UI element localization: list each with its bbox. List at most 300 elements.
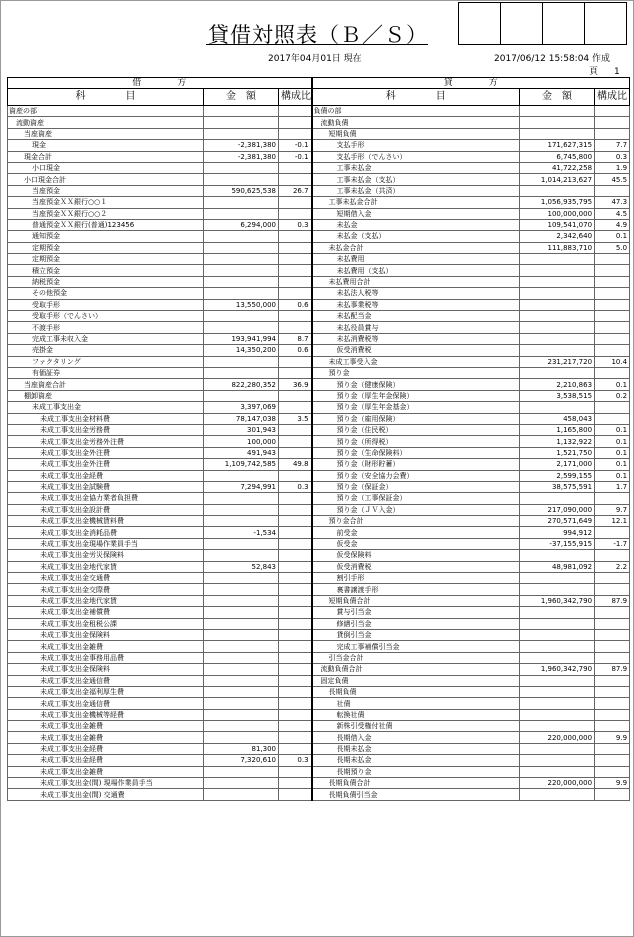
credit-account-cell: 工事未払金（共済）: [312, 185, 520, 196]
credit-account-cell: 引当金合計: [312, 652, 520, 663]
debit-amount-cell: [204, 595, 279, 606]
debit-ratio-cell: [279, 573, 312, 584]
credit-account-cell: 未払消費税等: [312, 333, 520, 344]
credit-amount-cell: 1,014,213,627: [520, 174, 595, 185]
debit-account-cell: 未成工事支出金交通費: [8, 573, 204, 584]
debit-account-cell: 受取手形: [8, 299, 204, 310]
debit-account-cell: 未成工事支出金労務費: [8, 424, 204, 435]
credit-amount-cell: [520, 185, 595, 196]
debit-ratio-cell: [279, 629, 312, 640]
table-row: [8, 151, 630, 162]
balance-sheet-table: [7, 77, 630, 801]
debit-side-header: 借 方: [8, 78, 312, 89]
credit-amount-cell: 109,541,070: [520, 219, 595, 230]
debit-ratio-cell: [279, 550, 312, 561]
table-row: [8, 709, 630, 720]
debit-account-cell: 棚卸資産: [8, 390, 204, 401]
credit-amount-cell: 231,217,720: [520, 356, 595, 367]
debit-account-cell: 未成工事支出金経費: [8, 755, 204, 766]
account-column-header: 科 目: [312, 89, 520, 106]
debit-account-cell: 未成工事支出金福利厚生費: [8, 686, 204, 697]
debit-amount-cell: [204, 686, 279, 697]
table-row: [8, 311, 630, 322]
table-row: [8, 162, 630, 173]
credit-ratio-cell: 9.7: [595, 504, 630, 515]
credit-account-cell: 預り金（所得税）: [312, 436, 520, 447]
credit-ratio-cell: [595, 413, 630, 424]
credit-account-cell: 工事未払金合計: [312, 197, 520, 208]
debit-amount-cell: [204, 311, 279, 322]
debit-ratio-cell: [279, 538, 312, 549]
credit-amount-cell: [520, 573, 595, 584]
credit-amount-cell: [520, 607, 595, 618]
debit-account-cell: 未成工事支出金機械等経費: [8, 709, 204, 720]
table-row: [8, 766, 630, 777]
debit-account-cell: 未成工事支出金雑費: [8, 721, 204, 732]
table-row: [8, 390, 630, 401]
debit-amount-cell: [204, 106, 279, 117]
credit-ratio-cell: 1.7: [595, 481, 630, 492]
debit-ratio-cell: [279, 743, 312, 754]
credit-amount-cell: [520, 254, 595, 265]
debit-amount-cell: [204, 322, 279, 333]
debit-ratio-cell: 0.6: [279, 345, 312, 356]
credit-account-cell: 預り金（財形貯蓄）: [312, 459, 520, 470]
debit-amount-cell: [204, 709, 279, 720]
debit-amount-cell: [204, 778, 279, 789]
credit-ratio-cell: 0.1: [595, 424, 630, 435]
credit-account-cell: 仮受金: [312, 538, 520, 549]
credit-amount-cell: 1,165,800: [520, 424, 595, 435]
debit-ratio-cell: [279, 242, 312, 253]
credit-account-cell: 預り金（ＪＶ入金）: [312, 504, 520, 515]
table-row: [8, 242, 630, 253]
credit-amount-cell: [520, 766, 595, 777]
debit-ratio-cell: 36.9: [279, 379, 312, 390]
credit-ratio-cell: 0.1: [595, 470, 630, 481]
debit-amount-cell: 100,000: [204, 436, 279, 447]
credit-amount-cell: [520, 276, 595, 287]
debit-account-cell: 当座資産: [8, 128, 204, 139]
debit-ratio-cell: [279, 356, 312, 367]
page-title: 貸借対照表（Ｂ／Ｓ）: [208, 23, 428, 47]
credit-account-cell: 貸倒引当金: [312, 629, 520, 640]
table-row: [8, 641, 630, 652]
credit-ratio-cell: [595, 584, 630, 595]
credit-ratio-cell: [595, 709, 630, 720]
credit-amount-cell: [520, 311, 595, 322]
debit-account-cell: 未成工事支出金地代家賃: [8, 561, 204, 572]
credit-account-cell: 預り金（生命保険料）: [312, 447, 520, 458]
debit-ratio-cell: [279, 390, 312, 401]
title-underline: [206, 44, 428, 45]
credit-amount-cell: [520, 299, 595, 310]
table-row: [8, 231, 630, 242]
credit-account-cell: 未成工事受入金: [312, 356, 520, 367]
stamp-box: [584, 2, 627, 45]
debit-amount-cell: [204, 618, 279, 629]
credit-account-cell: 修繕引当金: [312, 618, 520, 629]
credit-account-cell: 未払事業税等: [312, 299, 520, 310]
credit-account-cell: 負債の部: [312, 106, 520, 117]
credit-ratio-cell: 5.0: [595, 242, 630, 253]
debit-amount-cell: [204, 288, 279, 299]
debit-account-cell: 未成工事支出金雑費: [8, 732, 204, 743]
credit-amount-cell: [520, 743, 595, 754]
credit-amount-cell: [520, 641, 595, 652]
credit-side-header: 貸 方: [312, 78, 630, 89]
table-row: [8, 299, 630, 310]
debit-ratio-cell: [279, 595, 312, 606]
credit-account-cell: 固定負債: [312, 675, 520, 686]
debit-ratio-cell: [279, 607, 312, 618]
table-row: [8, 550, 630, 561]
credit-ratio-cell: [595, 106, 630, 117]
basis-date: 2017年04月01日 現在: [268, 54, 362, 64]
credit-ratio-cell: [595, 743, 630, 754]
credit-ratio-cell: [595, 128, 630, 139]
debit-ratio-cell: [279, 493, 312, 504]
debit-ratio-cell: [279, 516, 312, 527]
debit-account-cell: 未成工事支出金通信費: [8, 675, 204, 686]
credit-account-cell: 未払金（支払）: [312, 231, 520, 242]
debit-account-cell: 資産の部: [8, 106, 204, 117]
credit-amount-cell: 220,000,000: [520, 732, 595, 743]
debit-account-cell: 未成工事支出金通信費: [8, 698, 204, 709]
debit-account-cell: 未成工事支出金租税公課: [8, 618, 204, 629]
credit-ratio-cell: [595, 573, 630, 584]
debit-ratio-cell: -0.1: [279, 140, 312, 151]
credit-amount-cell: 217,090,000: [520, 504, 595, 515]
table-row: [8, 686, 630, 697]
table-row: [8, 561, 630, 572]
table-row: [8, 436, 630, 447]
credit-amount-cell: -37,155,915: [520, 538, 595, 549]
debit-amount-cell: 52,843: [204, 561, 279, 572]
credit-ratio-cell: 0.2: [595, 390, 630, 401]
table-row: [8, 721, 630, 732]
debit-ratio-cell: [279, 527, 312, 538]
credit-ratio-cell: [595, 367, 630, 378]
credit-ratio-cell: [595, 185, 630, 196]
debit-amount-cell: [204, 766, 279, 777]
debit-ratio-cell: [279, 174, 312, 185]
credit-ratio-cell: [595, 652, 630, 663]
stamp-box: [542, 2, 585, 45]
table-row: [8, 732, 630, 743]
page-number: 1: [614, 67, 620, 77]
debit-amount-cell: -2,381,380: [204, 151, 279, 162]
debit-amount-cell: [204, 732, 279, 743]
debit-amount-cell: 491,943: [204, 447, 279, 458]
debit-account-cell: 小口現金: [8, 162, 204, 173]
debit-amount-cell: [204, 242, 279, 253]
table-row: [8, 197, 630, 208]
table-row: [8, 573, 630, 584]
debit-account-cell: 未成工事支出金地代家賃: [8, 595, 204, 606]
debit-account-cell: 普通預金ＸＸ銀行(普通)123456: [8, 219, 204, 230]
debit-amount-cell: [204, 493, 279, 504]
credit-amount-cell: 1,132,922: [520, 436, 595, 447]
credit-ratio-cell: [595, 493, 630, 504]
debit-amount-cell: [204, 538, 279, 549]
credit-account-cell: 預り金（健康保険）: [312, 379, 520, 390]
debit-ratio-cell: [279, 208, 312, 219]
debit-ratio-cell: 49.8: [279, 459, 312, 470]
credit-account-cell: 長期未払金: [312, 755, 520, 766]
credit-account-cell: 長期借入金: [312, 732, 520, 743]
debit-account-cell: その他預金: [8, 288, 204, 299]
credit-ratio-cell: [595, 789, 630, 800]
debit-amount-cell: [204, 721, 279, 732]
credit-amount-cell: 1,960,342,790: [520, 664, 595, 675]
debit-amount-cell: [204, 607, 279, 618]
credit-ratio-cell: [595, 276, 630, 287]
debit-amount-cell: [204, 504, 279, 515]
debit-amount-cell: 7,320,610: [204, 755, 279, 766]
credit-account-cell: 完成工事補償引当金: [312, 641, 520, 652]
debit-amount-cell: [204, 390, 279, 401]
credit-ratio-cell: 7.7: [595, 140, 630, 151]
table-row: [8, 470, 630, 481]
debit-account-cell: 未成工事支出金事務用品費: [8, 652, 204, 663]
debit-ratio-cell: 8.7: [279, 333, 312, 344]
debit-ratio-cell: [279, 584, 312, 595]
credit-ratio-cell: [595, 755, 630, 766]
credit-ratio-cell: [595, 402, 630, 413]
credit-amount-cell: [520, 333, 595, 344]
debit-ratio-cell: [279, 254, 312, 265]
table-row: [8, 789, 630, 800]
debit-amount-cell: [204, 208, 279, 219]
credit-account-cell: 預り金（保証金）: [312, 481, 520, 492]
credit-account-cell: 裏書譲渡手形: [312, 584, 520, 595]
debit-amount-cell: [204, 174, 279, 185]
credit-amount-cell: [520, 402, 595, 413]
table-row: [8, 664, 630, 675]
debit-account-cell: 未成工事支出金協力業者負担費: [8, 493, 204, 504]
debit-amount-cell: [204, 550, 279, 561]
ratio-column-header: 構成比: [279, 89, 312, 106]
credit-ratio-cell: 0.1: [595, 436, 630, 447]
debit-account-cell: 積立預金: [8, 265, 204, 276]
credit-amount-cell: [520, 629, 595, 640]
amount-column-header: 金 額: [204, 89, 279, 106]
credit-ratio-cell: [595, 721, 630, 732]
debit-account-cell: 未成工事支出金(間) 現場作業員手当: [8, 778, 204, 789]
credit-ratio-cell: [595, 527, 630, 538]
stamp-box: [500, 2, 543, 45]
table-row: [8, 413, 630, 424]
credit-amount-cell: 3,538,515: [520, 390, 595, 401]
created-timestamp: 2017/06/12 15:58:04 作成: [494, 54, 611, 64]
debit-ratio-cell: 0.3: [279, 481, 312, 492]
credit-ratio-cell: 10.4: [595, 356, 630, 367]
credit-amount-cell: [520, 128, 595, 139]
credit-account-cell: 社債: [312, 698, 520, 709]
debit-account-cell: 未成工事支出金保険料: [8, 664, 204, 675]
credit-ratio-cell: [595, 607, 630, 618]
debit-account-cell: 現金: [8, 140, 204, 151]
debit-account-cell: 納税預金: [8, 276, 204, 287]
debit-ratio-cell: [279, 732, 312, 743]
credit-ratio-cell: [595, 333, 630, 344]
debit-account-cell: 不渡手形: [8, 322, 204, 333]
credit-ratio-cell: [595, 641, 630, 652]
debit-account-cell: 未成工事支出金経費: [8, 470, 204, 481]
debit-ratio-cell: [279, 618, 312, 629]
credit-account-cell: 長期負債合計: [312, 778, 520, 789]
credit-account-cell: 工事未払金（支払）: [312, 174, 520, 185]
credit-account-cell: 支払手形（でんさい）: [312, 151, 520, 162]
credit-amount-cell: 1,960,342,790: [520, 595, 595, 606]
debit-ratio-cell: 26.7: [279, 185, 312, 196]
credit-account-cell: 未払金合計: [312, 242, 520, 253]
table-row: [8, 117, 630, 128]
table-row: [8, 743, 630, 754]
debit-ratio-cell: [279, 265, 312, 276]
debit-account-cell: 未成工事支出金補償費: [8, 607, 204, 618]
debit-amount-cell: -2,381,380: [204, 140, 279, 151]
credit-amount-cell: 270,571,649: [520, 516, 595, 527]
debit-account-cell: 未成工事支出金設計費: [8, 504, 204, 515]
credit-amount-cell: [520, 367, 595, 378]
debit-ratio-cell: [279, 675, 312, 686]
debit-account-cell: 未成工事支出金: [8, 402, 204, 413]
credit-account-cell: 未払費用合計: [312, 276, 520, 287]
credit-amount-cell: [520, 721, 595, 732]
credit-amount-cell: 38,575,591: [520, 481, 595, 492]
debit-amount-cell: [204, 162, 279, 173]
debit-ratio-cell: [279, 424, 312, 435]
debit-amount-cell: [204, 265, 279, 276]
credit-amount-cell: [520, 493, 595, 504]
approval-stamp-boxes: [459, 2, 627, 45]
credit-account-cell: 預り金（雇用保険）: [312, 413, 520, 424]
credit-account-cell: 未払金: [312, 219, 520, 230]
debit-account-cell: 当座預金ＸＸ銀行○○２: [8, 208, 204, 219]
debit-ratio-cell: [279, 311, 312, 322]
debit-amount-cell: -1,534: [204, 527, 279, 538]
credit-account-cell: 賞与引当金: [312, 607, 520, 618]
credit-ratio-cell: 9.9: [595, 778, 630, 789]
credit-account-cell: 長期負債引当金: [312, 789, 520, 800]
debit-account-cell: 未成工事支出金雑費: [8, 641, 204, 652]
balance-sheet-rows: [8, 106, 630, 801]
credit-amount-cell: [520, 686, 595, 697]
credit-ratio-cell: 45.5: [595, 174, 630, 185]
debit-amount-cell: 14,350,200: [204, 345, 279, 356]
credit-ratio-cell: [595, 675, 630, 686]
debit-amount-cell: [204, 516, 279, 527]
debit-account-cell: 未成工事支出金保険料: [8, 629, 204, 640]
credit-account-cell: 未払費用（支払）: [312, 265, 520, 276]
debit-account-cell: 受取手形（でんさい）: [8, 311, 204, 322]
table-row: [8, 356, 630, 367]
credit-ratio-cell: 12.1: [595, 516, 630, 527]
debit-amount-cell: 822,280,352: [204, 379, 279, 390]
credit-account-cell: 預り金（安全協力会費）: [312, 470, 520, 481]
credit-amount-cell: 2,210,863: [520, 379, 595, 390]
debit-ratio-cell: [279, 652, 312, 663]
credit-ratio-cell: 87.9: [595, 595, 630, 606]
credit-amount-cell: [520, 265, 595, 276]
debit-ratio-cell: [279, 231, 312, 242]
table-row: [8, 755, 630, 766]
table-row: [8, 106, 630, 117]
table-row: [8, 265, 630, 276]
debit-amount-cell: [204, 117, 279, 128]
credit-ratio-cell: [595, 254, 630, 265]
debit-account-cell: 未成工事支出金外注費: [8, 447, 204, 458]
credit-ratio-cell: [595, 299, 630, 310]
credit-amount-cell: 220,000,000: [520, 778, 595, 789]
credit-ratio-cell: 9.9: [595, 732, 630, 743]
table-row: [8, 459, 630, 470]
table-row: [8, 595, 630, 606]
credit-amount-cell: 2,171,000: [520, 459, 595, 470]
credit-ratio-cell: 0.1: [595, 231, 630, 242]
table-row: [8, 174, 630, 185]
credit-amount-cell: [520, 789, 595, 800]
debit-amount-cell: 3,397,069: [204, 402, 279, 413]
table-row: [8, 675, 630, 686]
debit-ratio-cell: [279, 664, 312, 675]
debit-ratio-cell: [279, 709, 312, 720]
credit-amount-cell: [520, 106, 595, 117]
debit-ratio-cell: [279, 641, 312, 652]
debit-ratio-cell: [279, 470, 312, 481]
credit-ratio-cell: [595, 629, 630, 640]
credit-ratio-cell: [595, 550, 630, 561]
debit-account-cell: 未成工事支出金材料費: [8, 413, 204, 424]
credit-account-cell: 割引手形: [312, 573, 520, 584]
debit-account-cell: 未成工事支出金交際費: [8, 584, 204, 595]
table-row: [8, 208, 630, 219]
debit-account-cell: 未成工事支出金消耗品費: [8, 527, 204, 538]
debit-amount-cell: 7,294,991: [204, 481, 279, 492]
table-row: [8, 652, 630, 663]
credit-amount-cell: 458,043: [520, 413, 595, 424]
credit-account-cell: 長期預り金: [312, 766, 520, 777]
credit-ratio-cell: 47.3: [595, 197, 630, 208]
debit-ratio-cell: 0.6: [279, 299, 312, 310]
table-row: [8, 288, 630, 299]
credit-account-cell: 未払役員賞与: [312, 322, 520, 333]
debit-ratio-cell: 3.5: [279, 413, 312, 424]
debit-account-cell: 売掛金: [8, 345, 204, 356]
credit-ratio-cell: [595, 311, 630, 322]
debit-amount-cell: [204, 231, 279, 242]
debit-ratio-cell: [279, 367, 312, 378]
credit-amount-cell: 41,722,258: [520, 162, 595, 173]
debit-amount-cell: [204, 629, 279, 640]
debit-account-cell: 未成工事支出金機械賃料費: [8, 516, 204, 527]
debit-ratio-cell: [279, 117, 312, 128]
debit-account-cell: 未成工事支出金労務外注費: [8, 436, 204, 447]
debit-amount-cell: 6,294,000: [204, 219, 279, 230]
debit-ratio-cell: [279, 686, 312, 697]
credit-account-cell: 長期未払金: [312, 743, 520, 754]
credit-account-cell: 流動負債合計: [312, 664, 520, 675]
credit-ratio-cell: [595, 618, 630, 629]
credit-amount-cell: 48,981,092: [520, 561, 595, 572]
debit-ratio-cell: [279, 698, 312, 709]
credit-account-cell: 未払費用: [312, 254, 520, 265]
table-row: [8, 538, 630, 549]
credit-amount-cell: [520, 288, 595, 299]
debit-account-cell: 当座預金: [8, 185, 204, 196]
